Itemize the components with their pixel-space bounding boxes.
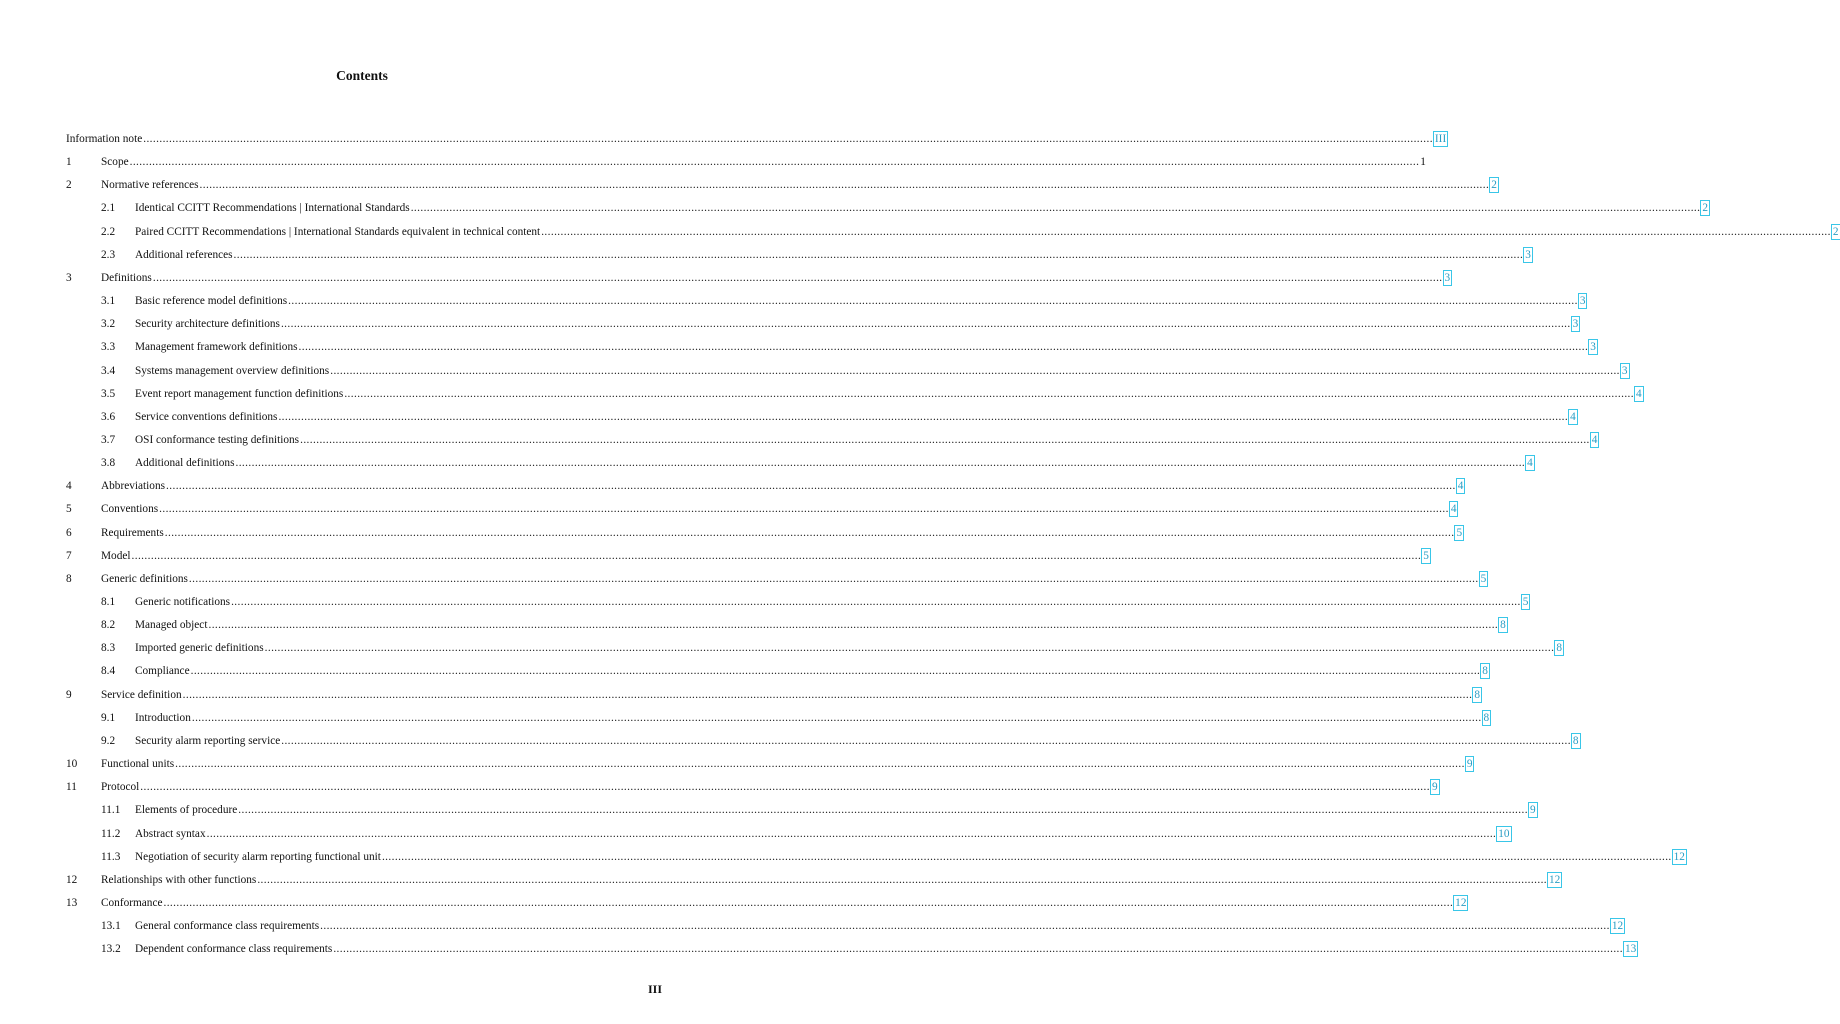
toc-page-link[interactable]: 8 xyxy=(1482,665,1488,678)
toc-entry[interactable] xyxy=(101,433,1598,447)
toc-entry-number: 2 xyxy=(66,179,72,192)
dot-leader: ................................................................................................................................................................................................................................................................................................................................................................................................................ xyxy=(541,225,1831,238)
dot-leader: ................................................................................................................................................................................................................................................................................................................................................................................................................ xyxy=(175,758,1465,771)
dot-leader: ................................................................................................................................................................................................................................................................................................................................................................................................................ xyxy=(300,433,1590,446)
toc-entry-title[interactable]: Imported generic definitions xyxy=(135,642,264,655)
toc-entry-title[interactable]: Requirements xyxy=(101,526,164,539)
toc-page-link[interactable]: 3 xyxy=(1621,364,1628,377)
dot-leader: ................................................................................................................................................................................................................................................................................................................................................................................................................ xyxy=(333,943,1623,956)
toc-entry-number: 11.2 xyxy=(101,827,121,840)
toc-page-link[interactable]: 5 xyxy=(1522,596,1529,608)
toc-entry-number: 3.5 xyxy=(101,387,116,400)
toc-entry-number: 9 xyxy=(66,688,72,701)
dot-leader: ................................................................................................................................................................................................................................................................................................................................................................................................................ xyxy=(159,503,1449,516)
toc-entry-number: 3.7 xyxy=(101,433,116,446)
toc-entry[interactable] xyxy=(101,201,1709,215)
toc-entry-number: 2.3 xyxy=(101,248,116,261)
toc-page-link[interactable]: 12 xyxy=(1611,920,1624,933)
toc-entry-number: 1 xyxy=(66,156,72,169)
toc-entry-number: 12 xyxy=(66,873,78,886)
toc-entry-title[interactable]: Paired CCITT Recommendations | International Standards equivalent in technical content xyxy=(135,225,541,238)
dot-leader: ................................................................................................................................................................................................................................................................................................................................................................................................................ xyxy=(281,734,1571,747)
toc-page-link[interactable]: 3 xyxy=(1590,341,1596,354)
toc-page-link[interactable]: 2 xyxy=(1491,179,1497,192)
toc-entry-title[interactable]: Definitions xyxy=(101,271,152,284)
toc-page-link[interactable]: 3 xyxy=(1444,271,1451,284)
toc-page-number: 1 xyxy=(1420,156,1426,169)
toc-entry-number: 13.2 xyxy=(101,943,121,956)
toc-entry[interactable] xyxy=(66,780,1438,794)
dot-leader: ................................................................................................................................................................................................................................................................................................................................................................................................................ xyxy=(233,248,1524,261)
dot-leader: ................................................................................................................................................................................................................................................................................................................................................................................................................ xyxy=(129,156,1420,169)
toc-page-link[interactable]: 4 xyxy=(1570,410,1576,423)
toc-entry[interactable] xyxy=(66,688,1480,702)
toc-entry[interactable] xyxy=(66,896,1467,910)
toc-entry-title[interactable]: Security architecture definitions xyxy=(135,318,280,331)
dot-leader: ................................................................................................................................................................................................................................................................................................................................................................................................................ xyxy=(278,410,1569,423)
toc-entry-title[interactable]: Elements of procedure xyxy=(135,804,238,817)
toc-entry-number: 3.4 xyxy=(101,364,116,377)
toc-page-link[interactable]: 3 xyxy=(1572,318,1579,331)
toc-entry[interactable] xyxy=(101,803,1536,817)
toc-entry-title[interactable]: Managed object xyxy=(135,619,208,632)
toc-page-link[interactable]: 8 xyxy=(1474,688,1480,701)
toc-page-link[interactable]: 3 xyxy=(1579,295,1586,308)
dot-leader: ................................................................................................................................................................................................................................................................................................................................................................................................................ xyxy=(330,364,1620,377)
dot-leader: ................................................................................................................................................................................................................................................................................................................................................................................................................ xyxy=(298,341,1589,354)
toc-entry-title[interactable]: Dependent conformance class requirements xyxy=(135,943,333,956)
toc-entry-number: 3 xyxy=(66,271,72,284)
toc-page-link[interactable]: 4 xyxy=(1591,433,1598,446)
toc-page-link[interactable]: 5 xyxy=(1423,549,1429,562)
toc-entry-title[interactable]: Systems management overview definitions xyxy=(135,364,330,377)
toc-page-link[interactable]: 12 xyxy=(1673,850,1685,863)
toc-entry-number: 10 xyxy=(66,758,78,771)
toc-page-link[interactable]: 12 xyxy=(1455,896,1467,909)
toc-entry[interactable] xyxy=(101,711,1490,725)
toc-entry-number: 5 xyxy=(66,503,72,516)
page-number: III xyxy=(647,982,662,996)
toc-entry[interactable] xyxy=(66,549,1429,563)
toc-entry-title[interactable]: Compliance xyxy=(135,665,190,678)
toc-entry-number: 3.3 xyxy=(101,341,116,354)
dot-leader: ................................................................................................................................................................................................................................................................................................................................................................................................................ xyxy=(188,572,1479,585)
toc-page-link[interactable]: 9 xyxy=(1529,804,1536,817)
toc-entry-title[interactable]: General conformance class requirements xyxy=(135,920,320,933)
dot-leader: ................................................................................................................................................................................................................................................................................................................................................................................................................ xyxy=(140,781,1430,794)
toc-entry-title[interactable]: Relationships with other functions xyxy=(101,873,257,886)
toc-entry[interactable] xyxy=(101,317,1579,331)
toc-entry-title[interactable]: Conformance xyxy=(101,896,163,909)
toc-page-link[interactable]: 8 xyxy=(1556,642,1562,655)
toc-page-link[interactable]: 4 xyxy=(1457,480,1464,493)
toc-entry[interactable] xyxy=(66,132,1447,146)
dot-leader: ................................................................................................................................................................................................................................................................................................................................................................................................................ xyxy=(238,804,1528,817)
toc-page-link[interactable]: III xyxy=(1434,133,1447,145)
toc-entry-number: 9.2 xyxy=(101,734,116,747)
toc-entry-number: 11.3 xyxy=(101,850,121,863)
toc-page-link[interactable]: 3 xyxy=(1525,248,1531,261)
toc-page-link[interactable]: 2 xyxy=(1702,202,1709,215)
toc-entry[interactable] xyxy=(66,526,1463,540)
dot-leader: ................................................................................................................................................................................................................................................................................................................................................................................................................ xyxy=(164,526,1455,539)
toc-entry-number: 7 xyxy=(66,549,72,562)
toc-entry-title[interactable]: Functional units xyxy=(101,758,175,771)
toc-entry-number: 2.2 xyxy=(101,225,116,238)
toc-page-link[interactable]: 12 xyxy=(1549,873,1561,886)
toc-entry-title[interactable]: OSI conformance testing definitions xyxy=(135,433,300,446)
dot-leader: ................................................................................................................................................................................................................................................................................................................................................................................................................ xyxy=(143,133,1433,145)
toc-entry-title[interactable]: Negotiation of security alarm reporting functional unit xyxy=(135,850,381,863)
dot-leader: ................................................................................................................................................................................................................................................................................................................................................................................................................ xyxy=(166,480,1456,493)
toc-entry[interactable] xyxy=(66,155,1426,169)
toc-page-link[interactable]: 10 xyxy=(1498,827,1510,840)
toc-entry-title[interactable]: Additional references xyxy=(135,248,233,261)
toc-entry-title[interactable]: Introduction xyxy=(135,711,191,724)
toc-entry-title[interactable]: Management framework definitions xyxy=(135,341,298,354)
toc-entry-number: 4 xyxy=(66,480,72,493)
toc-page-link[interactable]: 9 xyxy=(1431,781,1438,794)
toc-entry[interactable] xyxy=(101,456,1533,470)
toc-entry-title[interactable]: Conventions xyxy=(101,503,159,516)
toc-entry-title[interactable]: Additional definitions xyxy=(135,457,235,470)
toc-entry[interactable] xyxy=(101,294,1586,308)
dot-leader: ................................................................................................................................................................................................................................................................................................................................................................................................................ xyxy=(199,179,1490,192)
dot-leader: ................................................................................................................................................................................................................................................................................................................................................................................................................ xyxy=(191,711,1482,724)
dot-leader: ................................................................................................................................................................................................................................................................................................................................................................................................................ xyxy=(182,688,1473,701)
toc-entry[interactable] xyxy=(66,757,1473,771)
toc-page-link[interactable]: 5 xyxy=(1480,572,1487,585)
toc-entry-title[interactable]: Scope xyxy=(101,156,129,169)
dot-leader: ................................................................................................................................................................................................................................................................................................................................................................................................................ xyxy=(190,665,1481,678)
toc-entry-title[interactable]: Information note xyxy=(66,133,143,145)
toc-page-link[interactable]: 2 xyxy=(1832,225,1839,238)
toc-entry-number: 6 xyxy=(66,526,72,539)
toc-entry-title[interactable]: Abbreviations xyxy=(101,480,166,493)
toc-entry[interactable] xyxy=(101,664,1488,678)
toc-entry-title[interactable]: Service conventions definitions xyxy=(135,410,278,423)
toc-entry-number: 9.1 xyxy=(101,711,116,724)
toc-page-link[interactable]: 13 xyxy=(1625,943,1637,956)
toc-entry-title[interactable]: Service definition xyxy=(101,688,182,701)
toc-entry[interactable] xyxy=(66,873,1561,887)
toc-entry-title[interactable]: Model xyxy=(101,549,131,562)
toc-entry[interactable] xyxy=(101,248,1531,262)
toc-entry-number: 3.1 xyxy=(101,295,116,308)
toc-page-link[interactable]: 8 xyxy=(1483,711,1490,724)
toc-entry[interactable] xyxy=(66,271,1451,285)
dot-leader: ................................................................................................................................................................................................................................................................................................................................................................................................................ xyxy=(280,318,1571,331)
toc-entry-title[interactable]: Security alarm reporting service xyxy=(135,734,281,747)
toc-entry[interactable] xyxy=(101,595,1529,609)
toc-entry[interactable] xyxy=(101,919,1624,933)
toc-entry-number: 8.2 xyxy=(101,619,116,632)
toc-entry[interactable] xyxy=(66,572,1487,586)
toc-entry[interactable] xyxy=(101,225,1839,239)
toc-page-link[interactable]: 5 xyxy=(1456,526,1463,539)
toc-entry[interactable] xyxy=(101,641,1562,655)
dot-leader: ................................................................................................................................................................................................................................................................................................................................................................................................................ xyxy=(264,642,1555,655)
toc-entry[interactable] xyxy=(101,850,1685,864)
toc-entry-title[interactable]: Abstract syntax xyxy=(135,827,206,840)
toc-entry-title[interactable]: Normative references xyxy=(101,179,199,192)
dot-leader: ................................................................................................................................................................................................................................................................................................................................................................................................................ xyxy=(131,549,1422,562)
dot-leader: ................................................................................................................................................................................................................................................................................................................................................................................................................ xyxy=(235,457,1526,470)
dot-leader: ................................................................................................................................................................................................................................................................................................................................................................................................................ xyxy=(381,850,1672,863)
toc-entry-number: 13 xyxy=(66,896,78,909)
dot-leader: ................................................................................................................................................................................................................................................................................................................................................................................................................ xyxy=(288,295,1578,308)
page-title: Contents xyxy=(336,68,388,83)
toc-entry-number: 2.1 xyxy=(101,202,116,215)
toc-page-link[interactable]: 4 xyxy=(1527,457,1533,470)
toc-page-link[interactable]: 8 xyxy=(1572,734,1579,747)
toc-page-link[interactable]: 4 xyxy=(1636,387,1642,400)
dot-leader: ................................................................................................................................................................................................................................................................................................................................................................................................................ xyxy=(410,202,1701,215)
toc-entry[interactable] xyxy=(101,734,1579,748)
toc-entry[interactable] xyxy=(101,410,1576,424)
dot-leader: ................................................................................................................................................................................................................................................................................................................................................................................................................ xyxy=(344,387,1634,400)
toc-entry[interactable] xyxy=(101,618,1506,632)
toc-entry[interactable] xyxy=(101,387,1642,401)
toc-entry-number: 8.3 xyxy=(101,642,116,655)
toc-entry-title[interactable]: Event report management function definitions xyxy=(135,387,344,400)
dot-leader: ................................................................................................................................................................................................................................................................................................................................................................................................................ xyxy=(231,596,1521,608)
toc-entry-number: 3.6 xyxy=(101,410,116,423)
toc-entry-title[interactable]: Identical CCITT Recommendations | International Standards xyxy=(135,202,410,215)
dot-leader: ................................................................................................................................................................................................................................................................................................................................................................................................................ xyxy=(206,827,1497,840)
toc-entry[interactable] xyxy=(101,364,1628,378)
dot-leader: ................................................................................................................................................................................................................................................................................................................................................................................................................ xyxy=(163,896,1454,909)
toc-entry[interactable] xyxy=(101,942,1637,956)
toc-page-link[interactable]: 9 xyxy=(1466,758,1473,771)
toc-entry-number: 8.1 xyxy=(101,596,116,608)
toc-page-link[interactable]: 4 xyxy=(1450,503,1457,516)
toc-entry-title[interactable]: Generic definitions xyxy=(101,572,188,585)
toc-entry-number: 13.1 xyxy=(101,920,121,933)
toc-entry-number: 8 xyxy=(66,572,72,585)
toc-entry-number: 3.8 xyxy=(101,457,116,470)
toc-entry[interactable] xyxy=(66,178,1497,192)
toc-entry[interactable] xyxy=(66,479,1464,493)
toc-entry-number: 11.1 xyxy=(101,804,121,817)
toc-entry-number: 11 xyxy=(66,781,77,794)
toc-entry[interactable] xyxy=(101,340,1596,354)
toc-entry-number: 3.2 xyxy=(101,318,116,331)
toc-entry-title[interactable]: Basic reference model definitions xyxy=(135,295,288,308)
dot-leader: ................................................................................................................................................................................................................................................................................................................................................................................................................ xyxy=(152,271,1443,284)
toc-entry-number: 8.4 xyxy=(101,665,116,678)
dot-leader: ................................................................................................................................................................................................................................................................................................................................................................................................................ xyxy=(257,873,1548,886)
toc-entry[interactable] xyxy=(101,827,1510,841)
dot-leader: ................................................................................................................................................................................................................................................................................................................................................................................................................ xyxy=(208,619,1499,632)
toc-entry-title[interactable]: Generic notifications xyxy=(135,596,231,608)
toc-page-link[interactable]: 8 xyxy=(1500,619,1506,632)
dot-leader: ................................................................................................................................................................................................................................................................................................................................................................................................................ xyxy=(320,920,1610,933)
toc-entry-title[interactable]: Protocol xyxy=(101,781,140,794)
toc-entry[interactable] xyxy=(66,502,1457,516)
